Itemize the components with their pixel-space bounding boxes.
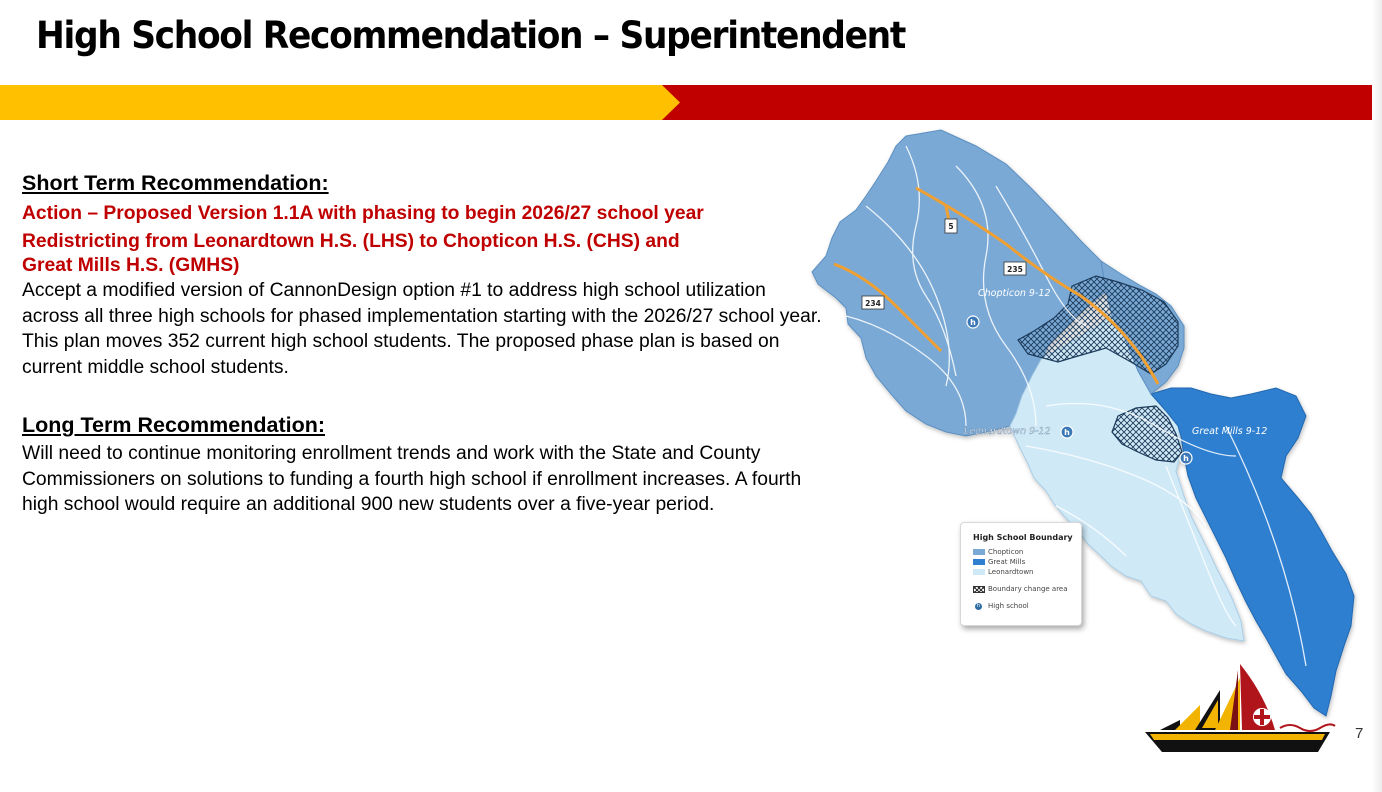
- legend-high-school: High school: [988, 602, 1029, 610]
- title-banner: [0, 85, 1382, 120]
- great-mills-swatch: [973, 559, 985, 565]
- logo-hull-stripe: [1150, 734, 1325, 740]
- legend-row-high-school: [973, 602, 1029, 610]
- logo-cross-v: [1260, 709, 1264, 725]
- action-line: Action – Proposed Version 1.1A with phasing to begin 2026/27 school year: [22, 203, 704, 224]
- legend-boundary-change: Boundary change area: [988, 585, 1068, 593]
- legend-title: High School Boundary: [973, 533, 1073, 542]
- page-title: High School Recommendation – Superintendent: [36, 14, 905, 57]
- page-number: 7: [1355, 725, 1364, 742]
- chopticon-marker-letter: h: [970, 318, 976, 327]
- leonardtown-swatch: [973, 569, 985, 575]
- long-term-heading: Long Term Recommendation:: [22, 413, 326, 437]
- logo-sail-2: [1175, 705, 1200, 730]
- short-term-heading: Short Term Recommendation:: [22, 171, 329, 195]
- district-logo: [1140, 660, 1340, 760]
- high-school-icon: h: [976, 602, 981, 609]
- recommendation-text: [22, 170, 822, 518]
- leonardtown-school-label: Leonardtown 9-12: [964, 426, 1051, 437]
- logo-waves: [1280, 724, 1335, 731]
- route-5-label: 5: [948, 222, 954, 231]
- short-term-body: Accept a modified version of CannonDesign option #1 to address high school utilization across all three high schools for phased implementation starting with the 2026/27 school year. This plan moves 352 current high school students. The proposed phase plan is based on current middle school students.: [22, 280, 822, 378]
- route-235-label: 235: [1007, 265, 1023, 274]
- legend-leonardtown: Leonardtown: [988, 568, 1034, 576]
- chopticon-school-label: Chopticon 9-12: [978, 288, 1051, 299]
- legend-row-chopticon: [973, 548, 1023, 556]
- legend-row-great-mills: [973, 558, 1025, 566]
- redistricting-line-1: Redistricting from Leonardtown H.S. (LHS) to Chopticon H.S. (CHS) and: [22, 231, 680, 252]
- great-mills-marker-letter: h: [1183, 454, 1189, 463]
- legend-great-mills: Great Mills: [988, 558, 1026, 566]
- boundary-change-swatch: [973, 586, 985, 593]
- banner-yellow-arrow: [0, 85, 680, 120]
- route-234-label: 234: [865, 299, 881, 308]
- great-mills-school-label: Great Mills 9-12: [1192, 426, 1268, 437]
- long-term-body: Will need to continue monitoring enrollment trends and work with the State and County Commissioners on solutions to funding a fourth high school if enrollment increases. A fourth high school would require an additional 900 new students over a five-year period.: [22, 443, 802, 515]
- legend-chopticon: Chopticon: [988, 548, 1024, 556]
- chopticon-swatch: [973, 549, 985, 555]
- redistricting-line-2: Great Mills H.S. (GMHS): [22, 255, 240, 276]
- slide-edge-shadow: [1372, 0, 1382, 792]
- legend-row-boundary-change: [973, 585, 1068, 593]
- legend-row-leonardtown: [973, 568, 1033, 576]
- leonardtown-marker-letter: h: [1064, 428, 1070, 437]
- boundary-map: [806, 126, 1366, 726]
- map-legend: [960, 522, 1082, 626]
